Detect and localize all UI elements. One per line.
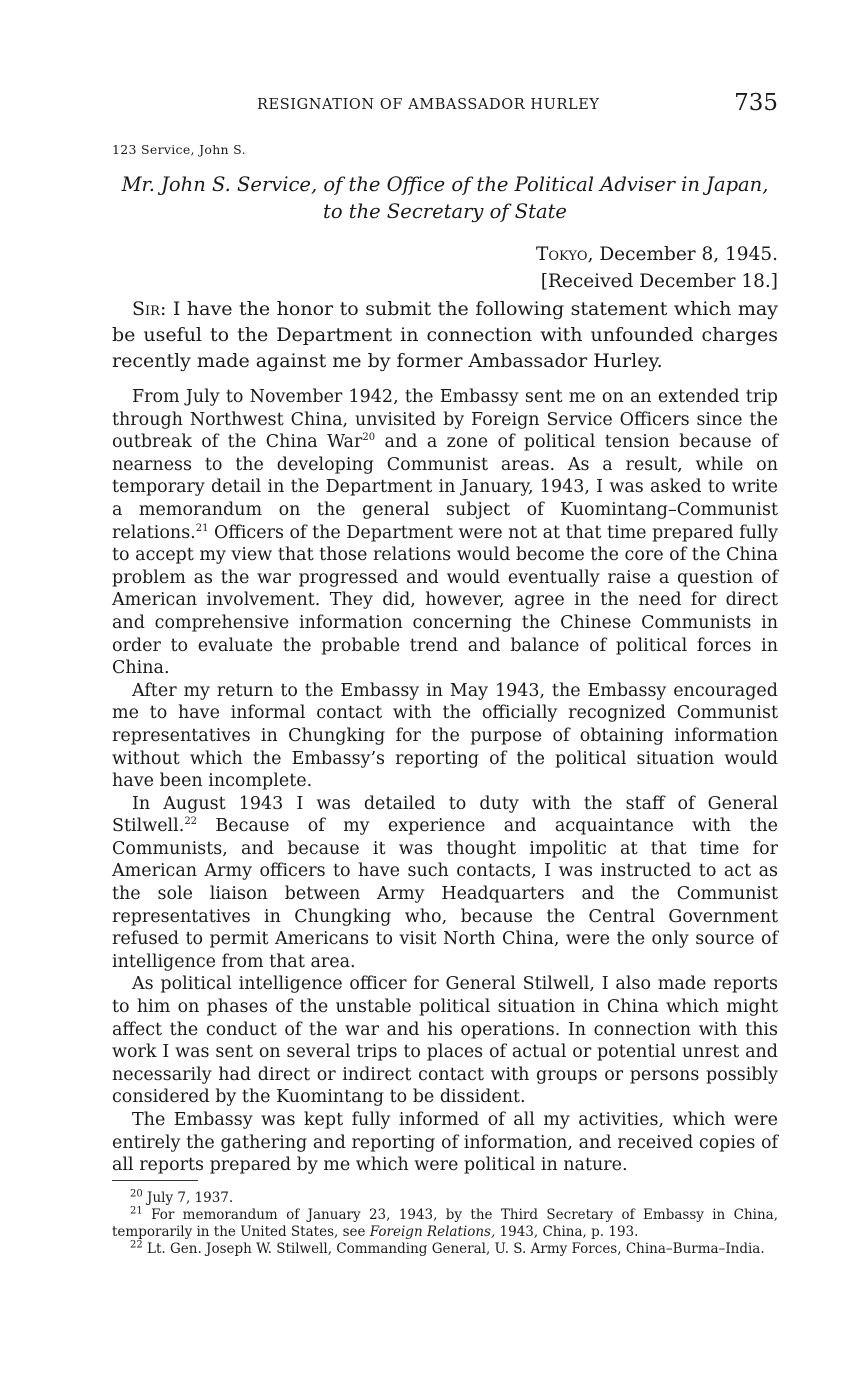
file-reference: 123 Service, John S.: [112, 142, 246, 157]
footnote-20-text: July 7, 1937.: [142, 1190, 234, 1206]
letter-body: [112, 386, 778, 1177]
footnote-21-text-a: For memorandum of January 23, 1943, by the Third Secretary of Embassy in China, temporarily in the United States, see: [112, 1207, 778, 1240]
footnote-20: [112, 1190, 778, 1207]
footnote-21: [112, 1207, 778, 1241]
paragraph-3-text-b: Because of my experience and acquaintance with the Communists, and because it was thought impolitic at that time for American Army officers to have such contacts, I was instructed to act as the sole liaison between Army Headquarters and the Communist representatives in Chungking who, because the Central Government refused to permit Americans to visit North China, were the only source of intelligence from that area.: [112, 816, 778, 972]
date: December 8, 1945.: [593, 244, 778, 265]
footnote-22: [112, 1241, 778, 1258]
salutation-text: I have the honor to submit the following statement which may be useful to the Department in connection with unfounded charges recently made against me by former Ambassador Hurley.: [112, 298, 778, 372]
paragraph-4: As political intelligence officer for General Stilwell, I also made reports to him on phases of the unstable political situation in China which might affect the conduct of the war and his operations. In connection with this work I was sent on several trips to places of actual or potential unrest and necessarily had direct or indirect contact with groups or persons possibly considered by the Kuomintang to be dissident.: [112, 974, 778, 1108]
footnote-mark-22: 22: [130, 1239, 143, 1251]
paragraph-5: The Embassy was kept fully informed of all my activities, which were entirely the gathering and reporting of information, and received copies of all reports prepared by me which were political in nature.: [112, 1110, 778, 1176]
date-line: [536, 241, 778, 268]
paragraph-1-text-b: and a zone of political tension because of nearness to the developing Communist areas. As a result, while on temporary detail in the Department in January, 1943, I was asked to write a memorandum on the general subject of Kuomintang–Communist relations.: [112, 432, 778, 543]
title-line-2: to the Secretary of State: [323, 200, 567, 223]
salutation-paragraph: [112, 296, 778, 374]
salutation: Sir:: [132, 298, 167, 320]
paragraph-3: [112, 793, 778, 974]
footnote-21-text-b: 1943, China, p. 193.: [495, 1224, 639, 1240]
footnote-mark-20: 20: [130, 1188, 143, 1200]
footnote-mark-21: 21: [130, 1205, 143, 1217]
page-header: [112, 90, 778, 123]
footnote-ref-21: 21: [195, 522, 209, 534]
paragraph-1-text-c: Officers of the Department were not at that time prepared fully to accept my view that those relations would become the core of the China problem as the war progressed and would eventually raise a question of American involvement. They did, however, agree in the need for direct and comprehensive information concerning the Chinese Communists in order to evaluate the probable trend and balance of political forces in China.: [112, 522, 778, 679]
footnote-ref-20: 20: [362, 432, 376, 444]
paragraph-3-text-a: In August 1943 I was detailed to duty with the staff of General Stilwell.: [112, 793, 778, 837]
footnote-22-text: Lt. Gen. Joseph W. Stilwell, Commanding General, U. S. Army Forces, China–Burma–India.: [142, 1241, 765, 1257]
received-line: [Received December 18.]: [540, 271, 778, 292]
footnote-ref-22: 22: [184, 816, 198, 828]
title-line-1: Mr. John S. Service, of the Office of the Political Adviser in Japan,: [121, 173, 769, 196]
paragraph-2: After my return to the Embassy in May 1943, the Embassy encouraged me to have informal contact with the officially recognized Communist representatives in Chungking for the purpose of obtaining information without which the Embassy’s reporting of the political situation would have been incomplete.: [112, 680, 778, 792]
document-title: [112, 171, 778, 225]
footnote-rule: [112, 1180, 198, 1181]
place-name: Tokyo,: [535, 244, 594, 265]
running-head: RESIGNATION OF AMBASSADOR HURLEY: [257, 97, 600, 113]
page-number: 735: [734, 90, 778, 116]
footnote-21-italic: Foreign Relations,: [369, 1224, 496, 1240]
dateline: [536, 241, 778, 295]
paragraph-1-text-a: From July to November 1942, the Embassy sent me on an extended trip through Northwest China, unvisited by Foreign Service Officers since the outbreak of the China War: [112, 387, 778, 453]
paragraph-1: [112, 386, 778, 680]
footnotes: [112, 1190, 778, 1258]
